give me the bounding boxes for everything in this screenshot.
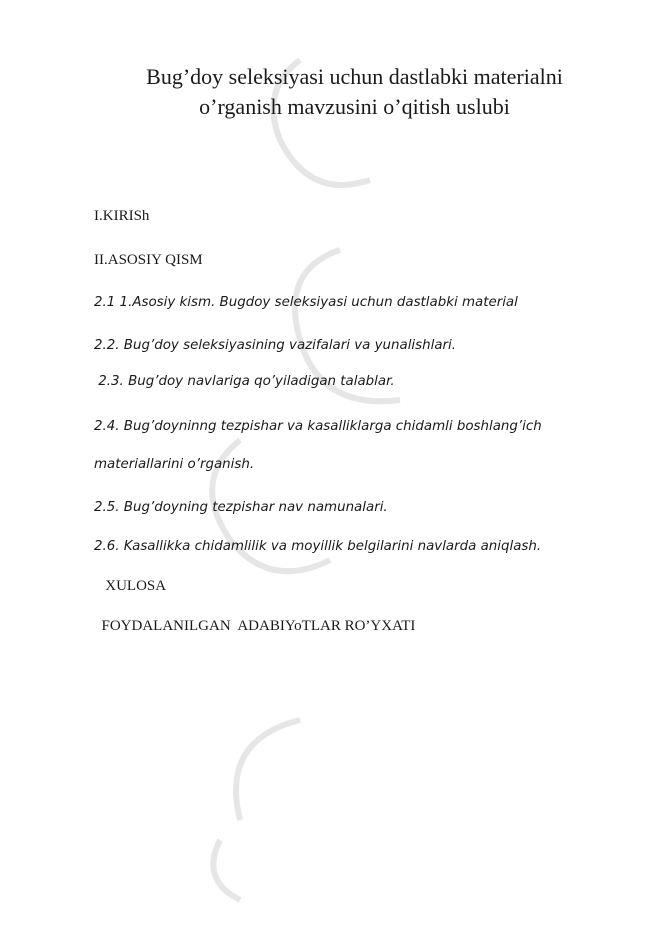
title-line-1: Bug’doy seleksiyasi uchun dastlabki materialni xyxy=(146,64,563,89)
toc-item-2-1: 2.1 1.Asosiy kism. Bugdoy seleksiyasi uchun dastlabki material xyxy=(94,295,518,310)
toc-item-2-6: 2.6. Kasallikka chidamlilik va moyillik belgilarini navlarda aniqlash. xyxy=(94,539,542,554)
toc-item-2-4: 2.4. Bug’doyninng tezpishar va kasalliklarga chidamli boshlang’ich xyxy=(94,419,542,434)
toc-item-introduction: I.KIRISh xyxy=(94,208,150,224)
toc-item-2-3: 2.3. Bug’doy navlariga qo’yiladigan talablar. xyxy=(94,374,395,389)
toc-item-2-5: 2.5. Bug’doyning tezpishar nav namunalari. xyxy=(94,500,388,515)
toc-item-references: FOYDALANILGAN ADABIYoTLAR RO’YXATI xyxy=(94,618,416,634)
title-line-2: o’rganish mavzusini o’qitish uslubi xyxy=(199,94,510,119)
toc-item-main-part: II.ASOSIY QISM xyxy=(94,252,203,268)
toc-item-2-2: 2.2. Bug’doy seleksiyasining vazifalari va yunalishlari. xyxy=(94,338,457,353)
toc-item-conclusion: XULOSA xyxy=(94,578,167,594)
toc-item-2-4-continued: materiallarini o’rganish. xyxy=(94,457,255,472)
document-title xyxy=(0,62,661,122)
